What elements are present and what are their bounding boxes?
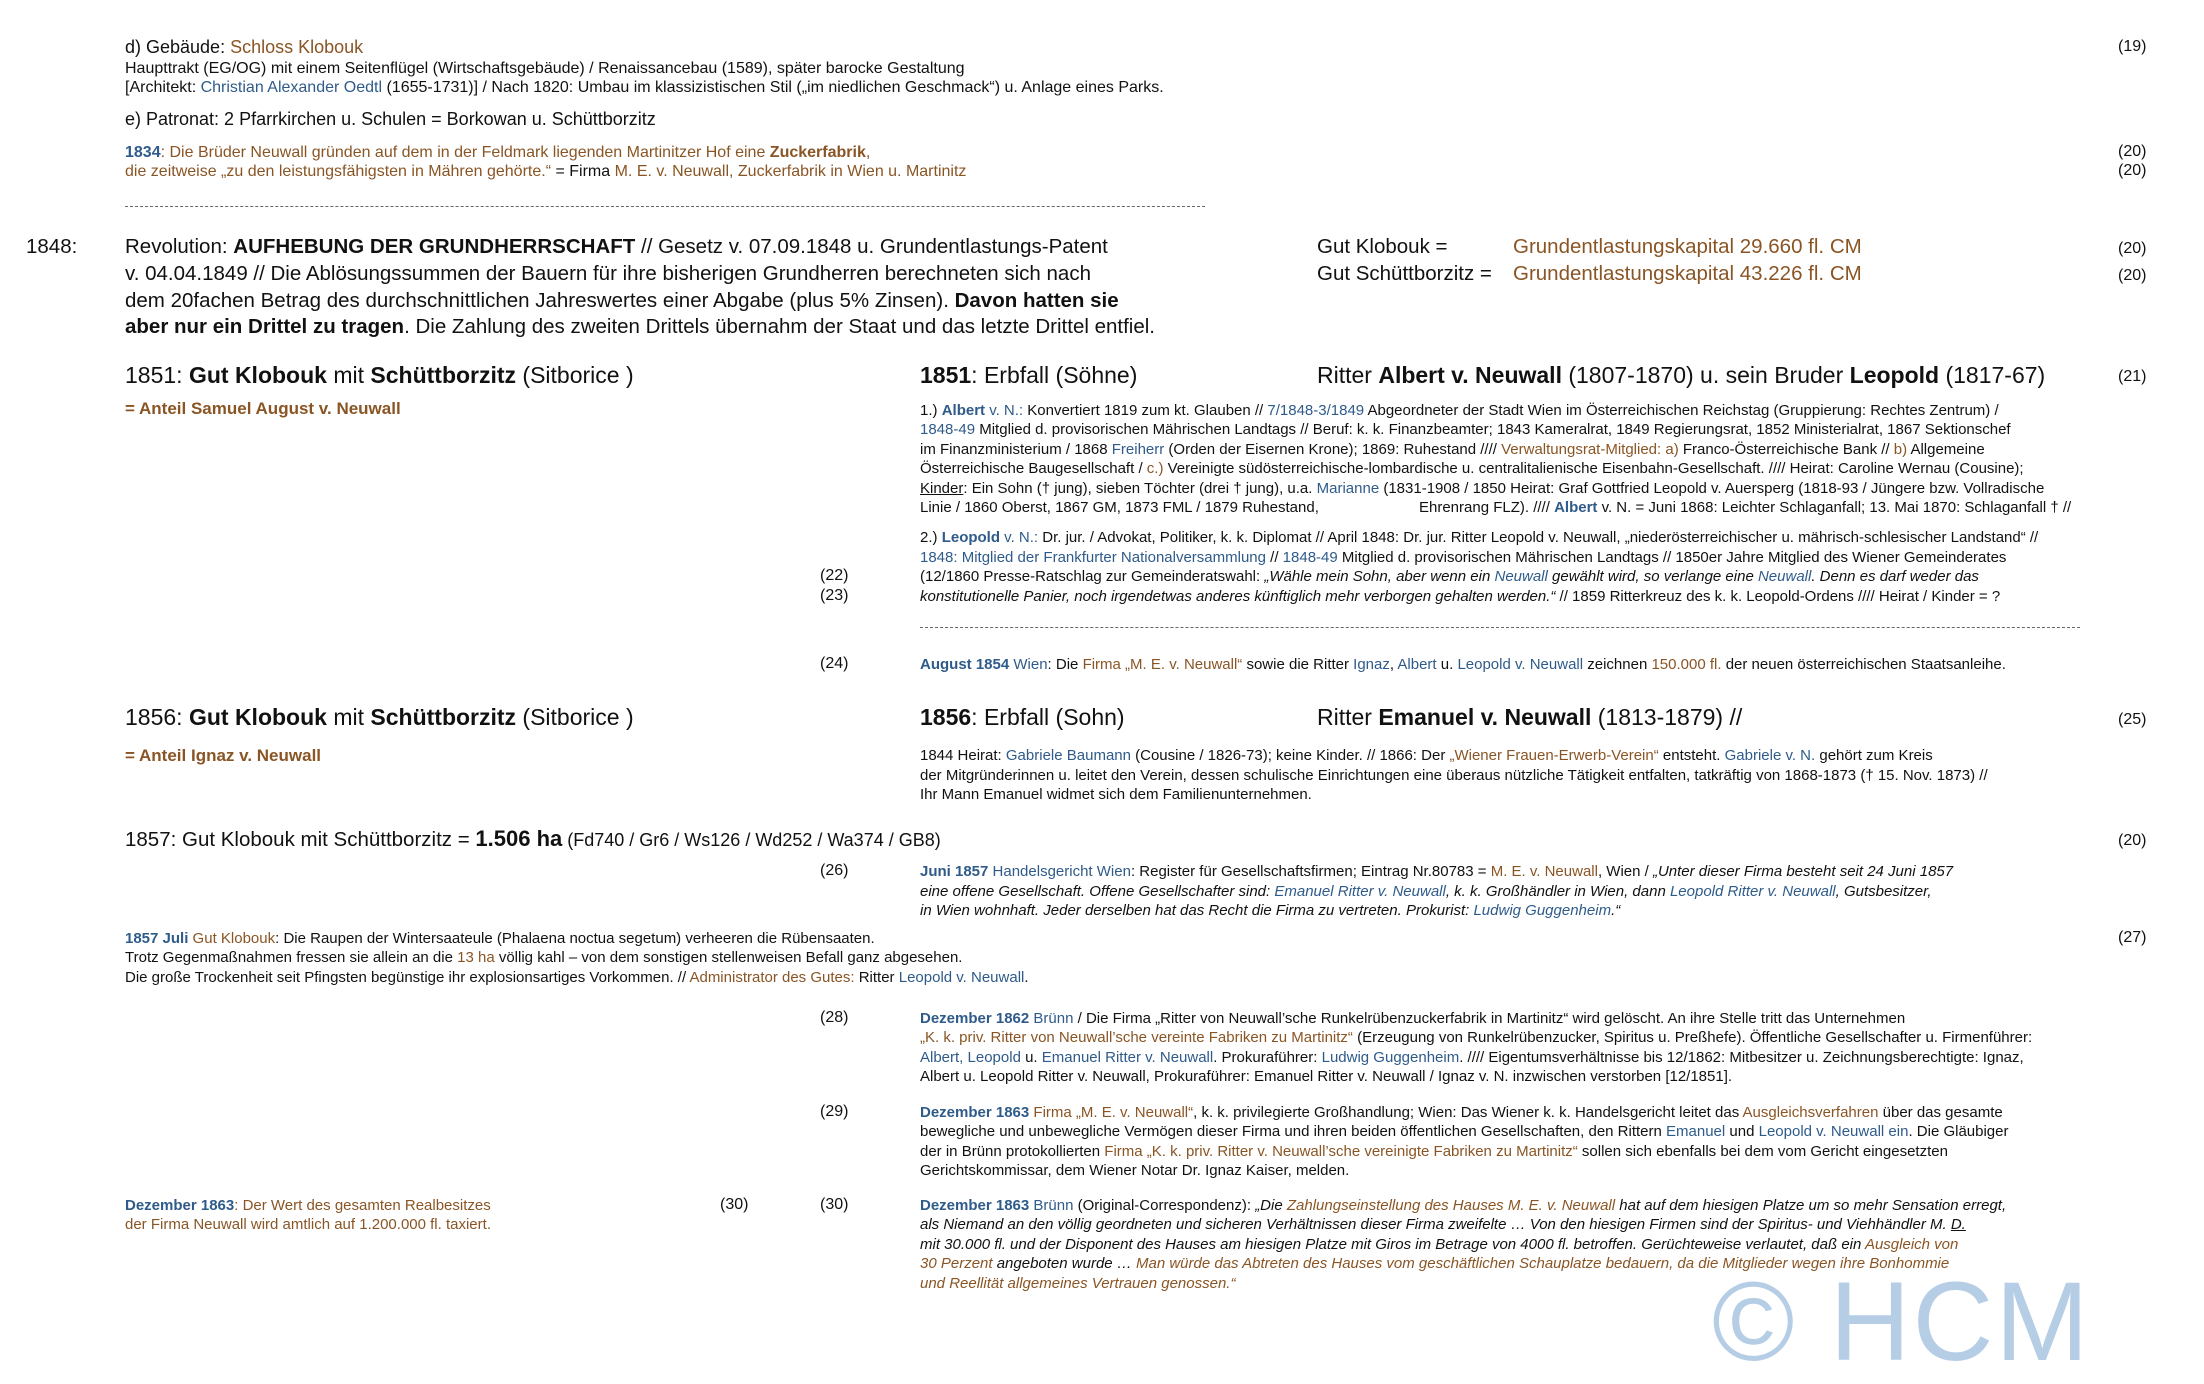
rev-line-4: aber nur ein Drittel zu tragen. Die Zahlung des zweiten Drittels übernahm der Staat und das letzte Drittel entfiel. <box>125 315 1155 338</box>
heading-1856-right: Ritter Emanuel v. Neuwall (1813-1879) // <box>1317 704 1743 730</box>
anteil-samuel: = Anteil Samuel August v. Neuwall <box>125 399 401 418</box>
entry-1834-line2: die zeitweise „zu den leistungsfähigsten in Mähren gehörte.“ = Firma M. E. v. Neuwall, Zuckerfabrik in Wien u. Martinitz <box>125 163 967 180</box>
ref-25: (25) <box>2118 711 2147 728</box>
heading-1856-left: 1856: Gut Klobouk mit Schüttborzitz (Sitborice ) <box>125 704 634 730</box>
gut2-label: Gut Schüttborzitz = <box>1317 262 1492 285</box>
entry-dez-1863-left: Dezember 1863: Der Wert des gesamten Realbesitzes <box>125 1197 491 1214</box>
geb-line-3: [Architekt: Christian Alexander Oedtl (1655-1731)] / Nach 1820: Umbau im klassizistischen Stil („im niedlichen Geschmack“) u. Anlage eines Parks. <box>125 79 1164 96</box>
leopold-line-3: (12/1860 Presse-Ratschlag zur Gemeinderatswahl: „Wähle mein Sohn, aber wenn ein Neuwall gewählt wird, so verlange eine Neuwall. Denn es darf weder das <box>920 568 1979 585</box>
ref-20: (20) <box>2118 162 2147 179</box>
albert-line-2: 1848-49 Mitglied d. provisorischen Mährischen Landtags // Beruf: k. k. Finanzbeamter; 1843 Kameralrat, 1849 Regierungsrat, 1852 Ministerialrat, 1867 Sektionschef <box>920 421 2011 438</box>
ref-20: (20) <box>2118 267 2147 284</box>
emanuel-line-1: 1844 Heirat: Gabriele Baumann (Cousine / 1826-73); keine Kinder. // 1866: Der „Wiener Frauen-Erwerb-Verein“ entsteht. Gabriele v. N. gehört zum Kreis <box>920 747 1933 764</box>
patronat-line: e) Patronat: 2 Pfarrkirchen u. Schulen = Borkowan u. Schüttborzitz <box>125 109 656 129</box>
heading-1851-mid: 1851: Erbfall (Söhne) <box>920 362 1138 388</box>
heading-1851-left: 1851: Gut Klobouk mit Schüttborzitz (Sitborice ) <box>125 362 634 388</box>
albert-line-3: im Finanzministerium / 1868 Freiherr (Orden der Eisernen Krone); 1869: Ruhestand //// Verwaltungsrat-Mitglied: a) Franco-Österreichische Bank // b) Allgemeine <box>920 441 1985 458</box>
entry-dez-1863-left-line2: der Firma Neuwall wird amtlich auf 1.200.000 fl. taxiert. <box>125 1216 491 1233</box>
entry-juli-1857: 1857 Juli Gut Klobouk: Die Raupen der Wintersaateule (Phalaena noctua segetum) verheeren die Rübensaaten. <box>125 930 875 947</box>
albert-line-5: Kinder: Ein Sohn († jung), sieben Töchter (drei † jung), u.a. Marianne (1831-1908 / 1850 Heirat: Graf Gottfried Leopold v. Auersperg (1818-93 / Jüngere bzw. Vollradische <box>920 480 2045 497</box>
rev-line-3: dem 20fachen Betrag des durchschnittlichen Jahreswertes einer Abgabe (plus 5% Zinsen). Davon hatten sie <box>125 289 1119 312</box>
emanuel-line-2: der Mitgründerinnen u. leitet den Verein, dessen schulische Einrichtungen eine überaus nützliche Tätigkeit entfalten, tatkräftig von 1868-1873 († 15. Nov. 1873) // <box>920 767 1988 784</box>
albert-line-4: Österreichische Baugesellschaft / c.) Vereinigte südösterreichische-lombardische u. centralitalienische Eisenbahn-Gesellschaft. //// Heirat: Caroline Wernau (Cousine); <box>920 460 2024 477</box>
entry-dez-1863-a-line2: bewegliche und unbewegliche Vermögen dieser Firma und ihren beiden öffentlichen Gesellschaften, den Rittern Emanuel und Leopold v. Neuwall ein. Die Gläubiger <box>920 1123 2009 1140</box>
entry-dez-1862-line4: Albert u. Leopold Ritter v. Neuwall, Prokuraführer: Emanuel Ritter v. Neuwall / Ignaz v. N. inzwischen verstorben [12/1851]. <box>920 1068 1733 1085</box>
heading-1856-mid: 1856: Erbfall (Sohn) <box>920 704 1125 730</box>
entry-dez-1863-b-line4: 30 Perzent angeboten wurde … Man würde das Abtreten des Hauses vom geschäftlichen Schauplatze bedauern, da die Mitglieder wegen ihre Bonhommie <box>920 1255 1950 1272</box>
ref-29: (29) <box>820 1103 849 1120</box>
ref-28: (28) <box>820 1009 849 1026</box>
ref-27: (27) <box>2118 929 2147 946</box>
rev-line-2: v. 04.04.1849 // Die Ablösungssummen der Bauern für ihre bisherigen Grundherren berechneten sich nach <box>125 262 1091 285</box>
copyright-watermark: © HCM <box>1712 1259 2091 1384</box>
geb-line: d) Gebäude: Schloss Klobouk <box>125 37 364 57</box>
heading-1857: 1857: Gut Klobouk mit Schüttborzitz = 1.506 ha (Fd740 / Gr6 / Ws126 / Wd252 / Wa374 / GB8) <box>125 826 941 851</box>
entry-dez-1862-line2: „K. k. priv. Ritter von Neuwall’sche vereinte Fabriken zu Martinitz“ (Erzeugung von Runkelrübenzucker, Spiritus u. Preßhefe). Öffentliche Gesellschafter u. Firmenführer: <box>920 1029 2033 1046</box>
divider <box>125 206 1205 207</box>
entry-aug-1854: August 1854 Wien: Die Firma „M. E. v. Neuwall“ sowie die Ritter Ignaz, Albert u. Leopold v. Neuwall zeichnen 150.000 fl. der neuen österreichischen Staatsanleihe. <box>920 656 2006 673</box>
entry-1834: 1834: Die Brüder Neuwall gründen auf dem in der Feldmark liegenden Martinitzer Hof eine Zuckerfabrik, <box>125 144 871 161</box>
anteil-ignaz: = Anteil Ignaz v. Neuwall <box>125 746 322 765</box>
geb-line-2: Haupttrakt (EG/OG) mit einem Seitenflügel (Wirtschaftsgebäude) / Renaissancebau (1589), später barocke Gestaltung <box>125 60 965 77</box>
emanuel-line-3: Ihr Mann Emanuel widmet sich dem Familienunternehmen. <box>920 786 1312 803</box>
entry-juli-1857-line2: Trotz Gegenmaßnahmen fressen sie allein an die 13 ha völlig kahl – von dem sonstigen stellenweisen Befall ganz abgesehen. <box>125 949 963 966</box>
entry-juni-1857-line3: in Wien wohnhaft. Jeder derselben hat das Recht die Firma zu vertreten. Prokurist: Ludwig Guggenheim.“ <box>920 902 1621 919</box>
entry-dez-1863-a-line3: der in Brünn protokollierten Firma „K. k. priv. Ritter v. Neuwall’sche vereinigte Fabriken zu Martinitz“ sollen sich ebenfalls bei dem vom Gericht eingesetzten <box>920 1143 1948 1160</box>
year-1848: 1848: <box>26 235 78 258</box>
ref-21: (21) <box>2118 368 2147 385</box>
ref-30: (30) <box>820 1196 849 1213</box>
divider <box>920 627 2080 628</box>
entry-dez-1863-a-line4: Gerichtskommissar, dem Wiener Notar Dr. Ignaz Kaiser, melden. <box>920 1162 1350 1179</box>
albert-line-6b: Ehrenrang FLZ). //// Albert v. N. = Juni 1868: Leichter Schlaganfall; 13. Mai 1870: Schlaganfall † // <box>1419 499 2072 516</box>
ref-20: (20) <box>2118 240 2147 257</box>
ref-23: (23) <box>820 587 849 604</box>
entry-juni-1857: Juni 1857 Handelsgericht Wien: Register für Gesellschaftsfirmen; Eintrag Nr.80783 = M. E. v. Neuwall, Wien / „Unter dieser Firma besteht seit 24 Juni 1857 <box>920 863 1954 880</box>
entry-dez-1863-b-line2: als Niemand an den völlig geordneten und sicheren Verhältnissen dieser Firma zweifelte … Von den hiesigen Firmen sind der Spiritus- und Viehhändler M. D. <box>920 1216 1966 1233</box>
ref-20: (20) <box>2118 143 2147 160</box>
entry-dez-1863-a: Dezember 1863 Firma „M. E. v. Neuwall“, k. k. privilegierte Großhandlung; Wien: Das Wiener k. k. Handelsgericht leitet das Ausgleichsverfahren über das gesamte <box>920 1104 2003 1121</box>
entry-dez-1863-b-line3: mit 30.000 fl. und der Disponent des Hauses am hiesigen Platze mit Giros im Betrage von 4000 fl. betroffen. Gerüchteweise verlautet, daß ein Ausgleich von <box>920 1236 1959 1253</box>
heading-1851-right: Ritter Albert v. Neuwall (1807-1870) u. sein Bruder Leopold (1817-67) <box>1317 362 2046 388</box>
gut1-label: Gut Klobouk = <box>1317 235 1448 258</box>
ref-20: (20) <box>2118 832 2147 849</box>
ref-24: (24) <box>820 655 849 672</box>
ref-22: (22) <box>820 567 849 584</box>
leopold-line-2: 1848: Mitglied der Frankfurter Nationalversammlung // 1848-49 Mitglied d. provisorischen Mährischen Landtags // 1850er Jahre Mitglied des Wiener Gemeinderates <box>920 549 2007 566</box>
entry-juli-1857-line3: Die große Trockenheit seit Pfingsten begünstige ihr explosionsartiges Vorkommen. // Administrator des Gutes: Ritter Leopold v. Neuwall. <box>125 969 1029 986</box>
entry-dez-1862-line3: Albert, Leopold u. Emanuel Ritter v. Neuwall. Prokuraführer: Ludwig Guggenheim. //// Eigentumsverhältnisse bis 12/1862: Mitbesitzer u. Zeichnungsberechtigte: Ignaz, <box>920 1049 2024 1066</box>
rev-line-1: Revolution: AUFHEBUNG DER GRUNDHERRSCHAFT // Gesetz v. 07.09.1848 u. Grundentlastungs-Patent <box>125 235 1108 258</box>
entry-dez-1862: Dezember 1862 Brünn / Die Firma „Ritter von Neuwall’sche Runkelrübenzuckerfabrik in Martinitz“ wird gelöscht. An ihre Stelle tritt das Unternehmen <box>920 1010 1906 1027</box>
leopold-line-4: konstitutionelle Panier, noch irgendetwas anderes künftiglich mehr verborgen gehalten werden.“ // 1859 Ritterkreuz des k. k. Leopold-Ordens //// Heirat / Kinder = ? <box>920 588 2001 605</box>
albert-line-6a: Linie / 1860 Oberst, 1867 GM, 1873 FML / 1879 Ruhestand, <box>920 499 1319 516</box>
ref-30: (30) <box>720 1196 749 1213</box>
albert-line-1: 1.) Albert v. N.: Konvertiert 1819 zum kt. Glauben // 7/1848-3/1849 Abgeordneter der Stadt Wien im Österreichischen Reichstag (Gruppierung: Rechtes Zentrum) / <box>920 402 1999 419</box>
leopold-line-1: 2.) Leopold v. N.: Dr. jur. / Advokat, Politiker, k. k. Diplomat // April 1848: Dr. jur. Ritter Leopold v. Neuwall, „niederösterreichischer u. mährisch-schlesischer Landstand“ // <box>920 529 2039 546</box>
gut1-value: Grundentlastungskapital 29.660 fl. CM <box>1513 235 1862 258</box>
ref-19: (19) <box>2118 38 2147 55</box>
ref-26: (26) <box>820 862 849 879</box>
entry-dez-1863-b-line5: und Reellität allgemeines Vertrauen genossen.“ <box>920 1275 1236 1292</box>
gut2-value: Grundentlastungskapital 43.226 fl. CM <box>1513 262 1862 285</box>
entry-dez-1863-b: Dezember 1863 Brünn (Original-Correspondenz): „Die Zahlungseinstellung des Hauses M. E. v. Neuwall hat auf dem hiesigen Platze um so mehr Sensation erregt, <box>920 1197 2007 1214</box>
schloss-name: Schloss Klobouk <box>230 37 364 57</box>
entry-juni-1857-line2: eine offene Gesellschaft. Offene Gesellschafter sind: Emanuel Ritter v. Neuwall, k. k. Großhändler in Wien, dann Leopold Ritter v. Neuwall, Gutsbesitzer, <box>920 883 1932 900</box>
